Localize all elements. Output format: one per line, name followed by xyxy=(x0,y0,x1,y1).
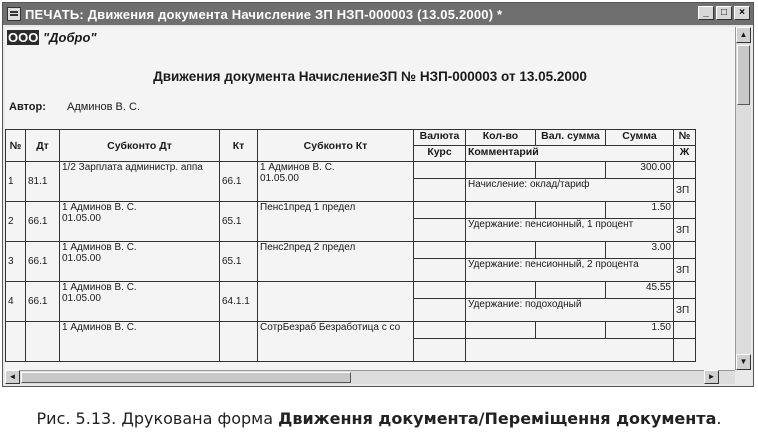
currency-cell xyxy=(414,282,466,299)
cell-line: 1 Админов В. С. xyxy=(260,162,335,173)
table-row xyxy=(6,282,696,299)
sum-cell: 3.00 xyxy=(606,242,674,259)
debit-account: 81.1 xyxy=(26,162,60,202)
maximize-button[interactable]: □ xyxy=(716,6,732,20)
row-number: 3 xyxy=(6,242,26,282)
cell-line: Пенс2пред 2 предел xyxy=(260,242,356,253)
caption-suffix: . xyxy=(716,409,722,428)
print-preview-window xyxy=(2,2,754,387)
debit-account: 66.1 xyxy=(26,282,60,322)
header-journal-no: № xyxy=(674,130,696,146)
vertical-scrollbar[interactable] xyxy=(735,27,751,370)
credit-account: 65.1 xyxy=(220,242,258,282)
header-cur-sum: Вал. сумма xyxy=(536,130,606,146)
credit-account: 64.1.1 xyxy=(220,282,258,322)
movements-table xyxy=(5,129,696,362)
header-currency: Валюта xyxy=(414,130,466,146)
subkonto-credit xyxy=(258,242,414,282)
journal-cell: ЗП xyxy=(674,179,696,202)
journal-cell xyxy=(674,339,696,362)
rate-cell xyxy=(414,179,466,202)
scroll-right-icon[interactable]: ► xyxy=(704,370,719,384)
scroll-left-icon[interactable]: ◄ xyxy=(5,370,20,384)
cell-line: 1 Админов В. С. xyxy=(62,202,137,213)
cell-line: 1 Админов В. С. xyxy=(62,282,137,293)
cell-line: 01.05.00 xyxy=(62,213,101,224)
vertical-scroll-thumb[interactable] xyxy=(737,45,750,105)
caption-bold: Движення документа/Переміщення документа xyxy=(278,409,717,428)
cell-line: 1 Админов В. С. xyxy=(62,322,137,333)
minimize-button[interactable]: _ xyxy=(698,6,714,20)
row-number: 1 xyxy=(6,162,26,202)
header-comment: Комментарий xyxy=(466,146,674,162)
credit-account: 65.1 xyxy=(220,202,258,242)
table-row xyxy=(6,322,696,339)
table-row xyxy=(6,242,696,259)
currency-cell xyxy=(414,162,466,179)
report-title: Движения документа НачислениеЗП № НЗП-000003 от 13.05.2000 xyxy=(153,69,587,84)
cur-sum-cell xyxy=(536,282,606,299)
cell-line: Пенс1пред 1 предел xyxy=(260,202,356,213)
journal-no-cell xyxy=(674,162,696,179)
comment-cell: Удержание: пенсионный, 1 процент xyxy=(466,219,674,242)
window-controls xyxy=(698,6,750,20)
journal-cell: ЗП xyxy=(674,219,696,242)
journal-cell: ЗП xyxy=(674,259,696,282)
window-title: ПЕЧАТЬ: Движения документа Начисление ЗП НЗП-000003 (13.05.2000) * xyxy=(25,6,503,22)
subkonto-debit xyxy=(60,282,220,322)
currency-cell xyxy=(414,202,466,219)
credit-account: 66.1 xyxy=(220,162,258,202)
header-subkonto-dt: Субконто Дт xyxy=(60,130,220,162)
close-button[interactable]: × xyxy=(734,6,750,20)
currency-cell xyxy=(414,322,466,339)
row-number: 4 xyxy=(6,282,26,322)
author-value: Админов В. С. xyxy=(67,101,141,113)
author-label: Автор: xyxy=(9,101,46,113)
figure-caption xyxy=(0,409,758,428)
row-number xyxy=(6,322,26,362)
subkonto-credit xyxy=(258,162,414,202)
debit-account: 66.1 xyxy=(26,202,60,242)
scroll-down-icon[interactable]: ▼ xyxy=(736,354,751,370)
cur-sum-cell xyxy=(536,242,606,259)
header-sum: Сумма xyxy=(606,130,674,146)
sum-cell: 300.00 xyxy=(606,162,674,179)
scroll-up-icon[interactable]: ▲ xyxy=(736,27,751,43)
header-kt: Кт xyxy=(220,130,258,162)
report-area[interactable] xyxy=(5,27,735,370)
cell-line: 1/2 Зарплата администр. аппа xyxy=(62,162,203,173)
rate-cell xyxy=(414,339,466,362)
cur-sum-cell xyxy=(536,162,606,179)
qty-cell xyxy=(466,162,536,179)
cell-line: 01.05.00 xyxy=(62,293,101,304)
header-qty: Кол-во xyxy=(466,130,536,146)
header-dt: Дт xyxy=(26,130,60,162)
journal-cell: ЗП xyxy=(674,299,696,322)
debit-account: 66.1 xyxy=(26,242,60,282)
header-subkonto-kt: Субконто Кт xyxy=(258,130,414,162)
journal-no-cell xyxy=(674,202,696,219)
journal-no-cell xyxy=(674,322,696,339)
cur-sum-cell xyxy=(536,322,606,339)
journal-no-cell xyxy=(674,282,696,299)
rate-cell xyxy=(414,219,466,242)
table-row xyxy=(6,202,696,219)
caption-prefix: Рис. 5.13. Друкована форма xyxy=(36,409,279,428)
subkonto-credit xyxy=(258,322,414,362)
cell-line: 01.05.00 xyxy=(62,253,101,264)
header-journal: Ж xyxy=(674,146,696,162)
comment-cell: Начисление: оклад/тариф xyxy=(466,179,674,202)
comment-cell xyxy=(466,339,674,362)
header-rate: Курс xyxy=(414,146,466,162)
subkonto-credit xyxy=(258,202,414,242)
debit-account xyxy=(26,322,60,362)
qty-cell xyxy=(466,282,536,299)
subkonto-debit xyxy=(60,242,220,282)
table-row xyxy=(6,162,696,179)
org-title: "Добро" xyxy=(42,30,97,45)
comment-cell: Удержание: подоходный xyxy=(466,299,674,322)
subkonto-credit xyxy=(258,282,414,322)
cur-sum-cell xyxy=(536,202,606,219)
sum-cell: 1.50 xyxy=(606,202,674,219)
cell-line: 1 Админов В. С. xyxy=(62,242,137,253)
title-bar[interactable] xyxy=(3,3,753,25)
organization-name xyxy=(7,30,97,45)
row-number: 2 xyxy=(6,202,26,242)
document-icon xyxy=(7,7,21,21)
subkonto-debit xyxy=(60,162,220,202)
qty-cell xyxy=(466,242,536,259)
journal-no-cell xyxy=(674,242,696,259)
qty-cell xyxy=(466,202,536,219)
sum-cell: 1.50 xyxy=(606,322,674,339)
rate-cell xyxy=(414,299,466,322)
subkonto-debit xyxy=(60,322,220,362)
comment-cell: Удержание: пенсионный, 2 процента xyxy=(466,259,674,282)
credit-account xyxy=(220,322,258,362)
cell-line: 01.05.00 xyxy=(260,173,299,184)
currency-cell xyxy=(414,242,466,259)
cell-line: СотрБезраб Безработица с со xyxy=(260,322,401,333)
horizontal-scroll-thumb[interactable] xyxy=(21,372,351,383)
sum-cell: 45.55 xyxy=(606,282,674,299)
subkonto-debit xyxy=(60,202,220,242)
rate-cell xyxy=(414,259,466,282)
header-no: № xyxy=(6,130,26,162)
qty-cell xyxy=(466,322,536,339)
org-prefix: ООО xyxy=(8,30,39,45)
horizontal-scrollbar[interactable] xyxy=(5,370,735,384)
